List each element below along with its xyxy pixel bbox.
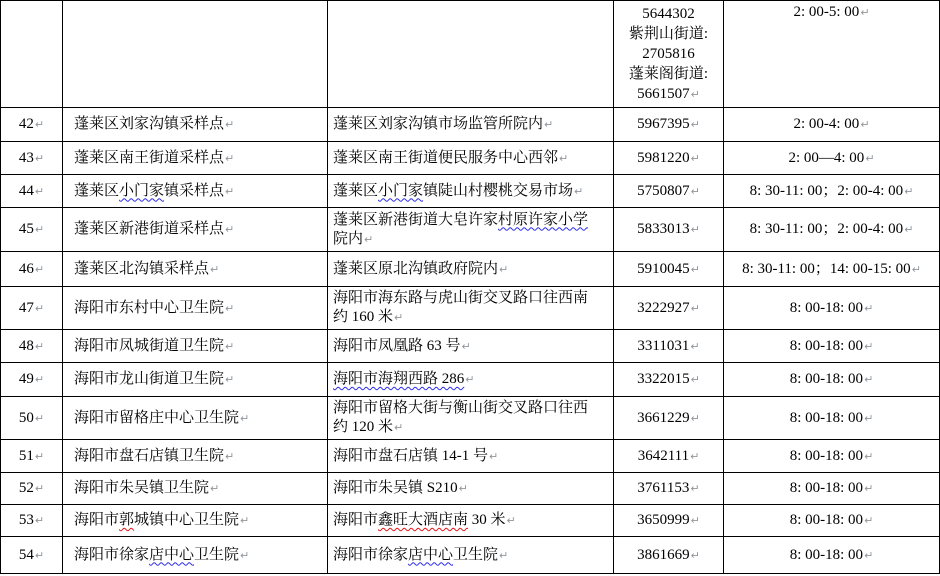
paragraph-mark-icon: ↵ — [225, 118, 235, 131]
text-segment: 海阳市 — [74, 512, 120, 528]
paragraph-mark-icon: ↵ — [544, 118, 554, 131]
paragraph-mark-icon: ↵ — [34, 411, 45, 425]
time-cell[interactable] — [724, 1, 940, 108]
paragraph-mark-icon: ↵ — [690, 87, 700, 101]
service-time: 8: 00-18: 00 — [789, 512, 864, 528]
site-name-cell[interactable] — [63, 252, 328, 287]
text-segment: 院内 — [333, 230, 364, 247]
paragraph-mark-icon: ↵ — [34, 151, 45, 165]
phone-number: 5967395 — [637, 116, 690, 132]
phone-cell[interactable] — [614, 252, 724, 287]
row-number-cell[interactable] — [1, 440, 63, 473]
address-cell[interactable] — [328, 505, 614, 537]
paragraph-mark-icon: ↵ — [499, 262, 509, 276]
paragraph-mark-icon: ↵ — [690, 411, 700, 425]
paragraph-mark-icon: ↵ — [225, 373, 235, 386]
time-cell[interactable] — [724, 363, 940, 397]
address-cell[interactable] — [328, 1, 614, 108]
row-number: 48 — [18, 337, 34, 354]
row-number-cell[interactable] — [1, 208, 63, 252]
paragraph-mark-icon: ↵ — [690, 482, 700, 495]
paragraph-mark-icon: ↵ — [394, 421, 404, 434]
phone-number: 3311031 — [637, 337, 690, 354]
row-number-cell[interactable] — [1, 330, 63, 363]
paragraph-mark-icon: ↵ — [864, 411, 874, 425]
table-row — [1, 505, 940, 537]
site-name-cell[interactable] — [63, 363, 328, 397]
address-cell[interactable] — [328, 252, 614, 287]
paragraph-mark-icon: ↵ — [364, 232, 374, 246]
row-number: 45 — [18, 221, 34, 237]
paragraph-mark-icon: ↵ — [690, 373, 700, 386]
address-cell[interactable] — [328, 537, 614, 574]
text-segment: 小门家 — [378, 182, 424, 199]
text-segment: 海阳市徐家 — [333, 546, 409, 563]
phone-number: 3650999 — [637, 512, 690, 528]
row-number-cell[interactable] — [1, 363, 63, 397]
text-segment: 海阳市盘石店镇卫生院 — [74, 447, 225, 464]
paragraph-mark-icon: ↵ — [225, 449, 235, 463]
phone-cell[interactable] — [614, 363, 724, 397]
row-number: 50 — [18, 409, 34, 426]
text-segment: 海阳市凤城街道卫生院 — [74, 337, 225, 354]
text-segment: 镇陡山村樱桃交易市场 — [423, 182, 574, 199]
site-name-cell[interactable] — [63, 397, 328, 440]
time-cell[interactable] — [724, 108, 940, 142]
phone-number: 5750807 — [637, 182, 690, 199]
paragraph-mark-icon: ↵ — [559, 151, 569, 165]
table-row — [1, 108, 940, 142]
text-segment: 海阳市 — [333, 512, 379, 528]
service-time: 8: 30-11: 00；2: 00-4: 00 — [749, 221, 904, 237]
paragraph-mark-icon: ↵ — [904, 184, 914, 198]
phone-number: 5644302 — [642, 5, 695, 22]
phone-cell[interactable] — [614, 505, 724, 537]
phone-number: 3322015 — [637, 371, 690, 387]
paragraph-mark-icon: ↵ — [865, 151, 875, 165]
paragraph-mark-icon: ↵ — [465, 373, 475, 386]
paragraph-mark-icon: ↵ — [394, 311, 404, 324]
table-row — [1, 397, 940, 440]
row-number-cell[interactable] — [1, 537, 63, 574]
text-segment: 海阳市朱吴镇 S210 — [333, 480, 458, 496]
table-row — [1, 537, 940, 574]
text-segment: 海阳市留格大街与衡山街交叉路口往西 — [333, 400, 589, 416]
site-name-cell[interactable] — [63, 175, 328, 208]
paragraph-mark-icon: ↵ — [34, 514, 45, 527]
phone-number: 5833013 — [637, 221, 690, 237]
phone-cell[interactable] — [614, 537, 724, 574]
address-cell[interactable] — [328, 142, 614, 175]
row-number-cell[interactable] — [1, 175, 63, 208]
phone-number: 3661229 — [637, 409, 690, 426]
paragraph-mark-icon: ↵ — [690, 118, 700, 131]
paragraph-mark-icon: ↵ — [864, 301, 874, 315]
paragraph-mark-icon: ↵ — [225, 339, 235, 353]
paragraph-mark-icon: ↵ — [864, 449, 874, 463]
table-row — [1, 473, 940, 505]
time-cell[interactable] — [724, 287, 940, 330]
text-segment: 海阳市盘石店镇 14-1 号 — [333, 447, 488, 464]
paragraph-mark-icon: ↵ — [225, 151, 235, 165]
paragraph-mark-icon: ↵ — [240, 514, 250, 527]
service-time: 8: 00-18: 00 — [789, 337, 864, 354]
phone-number: 2705816 — [642, 45, 695, 62]
phone-cell[interactable] — [614, 142, 724, 175]
table-row — [1, 440, 940, 473]
text-segment: 海阳市凤凰路 63 号 — [333, 337, 461, 354]
paragraph-mark-icon: ↵ — [690, 548, 700, 562]
text-segment: 海阳市海东路与虎山街交叉路口往西南 — [333, 290, 589, 306]
text-segment: 蓬莱区南王街道采样点 — [74, 149, 225, 166]
paragraph-mark-icon: ↵ — [34, 301, 45, 315]
row-number: 43 — [18, 149, 34, 166]
paragraph-mark-icon: ↵ — [34, 223, 45, 236]
paragraph-mark-icon: ↵ — [864, 482, 874, 495]
address-cell[interactable] — [328, 473, 614, 505]
text-segment: 蓬莱区 — [74, 182, 120, 199]
text-segment: 蓬莱区原北沟镇政府院内 — [333, 260, 499, 277]
phone-cell[interactable] — [614, 108, 724, 142]
text-segment: 蓬莱区刘家沟镇采样点 — [74, 116, 225, 132]
site-name-cell[interactable] — [63, 1, 328, 108]
paragraph-mark-icon: ↵ — [690, 151, 700, 165]
phone-cell[interactable] — [614, 208, 724, 252]
row-number: 42 — [18, 116, 34, 132]
paragraph-mark-icon: ↵ — [690, 223, 700, 236]
phone-cell[interactable] — [614, 397, 724, 440]
phone-number: 3222927 — [637, 299, 690, 316]
address-cell[interactable] — [328, 330, 614, 363]
service-time: 8: 00-18: 00 — [789, 299, 864, 316]
text-segment: 30 米 — [468, 512, 506, 528]
table-row — [1, 363, 940, 397]
row-number-cell[interactable] — [1, 142, 63, 175]
paragraph-mark-icon: ↵ — [690, 301, 700, 315]
phone-number: 3861669 — [637, 546, 690, 563]
row-number-cell[interactable] — [1, 287, 63, 330]
site-name-cell[interactable] — [63, 208, 328, 252]
row-number-cell[interactable] — [1, 505, 63, 537]
time-cell[interactable] — [724, 142, 940, 175]
row-number: 47 — [18, 299, 34, 316]
table-body — [1, 1, 940, 574]
text-segment: 店中心 — [149, 546, 195, 563]
row-number: 46 — [18, 260, 34, 277]
text-segment: 城镇中心卫生院 — [134, 512, 240, 528]
text-segment: 海阳市东村中心卫生院 — [74, 299, 225, 316]
text-segment: 郭 — [119, 512, 135, 528]
text-segment: 蓬莱区新港街道大皂许家 — [333, 211, 499, 228]
paragraph-mark-icon: ↵ — [690, 262, 700, 276]
phone-number: 紫荆山街道: — [628, 25, 709, 42]
time-cell[interactable] — [724, 397, 940, 440]
paragraph-mark-icon: ↵ — [904, 223, 914, 236]
text-segment: 卫生院 — [453, 546, 499, 563]
text-segment: 约 160 米 — [333, 309, 394, 325]
service-time: 2: 00-4: 00 — [793, 116, 860, 132]
phone-cell[interactable] — [614, 473, 724, 505]
row-number-cell[interactable] — [1, 397, 63, 440]
time-cell[interactable] — [724, 175, 940, 208]
row-number-cell[interactable] — [1, 252, 63, 287]
site-name-cell[interactable] — [63, 287, 328, 330]
phone-cell[interactable] — [614, 330, 724, 363]
paragraph-mark-icon: ↵ — [864, 339, 874, 353]
text-segment: 小门家 — [119, 182, 165, 199]
paragraph-mark-icon: ↵ — [210, 482, 220, 495]
table-row — [1, 142, 940, 175]
text-segment: 海阳市龙山街道卫生院 — [74, 371, 225, 387]
time-cell[interactable] — [724, 252, 940, 287]
phone-number: 3761153 — [637, 480, 690, 496]
phone-cell[interactable] — [614, 287, 724, 330]
address-cell[interactable] — [328, 175, 614, 208]
text-segment: 镇采样点 — [164, 182, 225, 199]
text-segment: 卫生院 — [194, 546, 240, 563]
paragraph-mark-icon: ↵ — [864, 548, 874, 562]
paragraph-mark-icon: ↵ — [210, 262, 220, 276]
paragraph-mark-icon: ↵ — [690, 514, 700, 527]
phone-number: 5981220 — [637, 149, 690, 166]
paragraph-mark-icon: ↵ — [34, 262, 45, 276]
address-cell[interactable] — [328, 440, 614, 473]
row-number: 51 — [18, 447, 34, 464]
site-name-cell[interactable] — [63, 537, 328, 574]
paragraph-mark-icon: ↵ — [690, 184, 700, 198]
service-time: 8: 00-18: 00 — [789, 409, 864, 426]
time-cell[interactable] — [724, 208, 940, 252]
address-cell[interactable] — [328, 208, 614, 252]
service-time: 8: 00-18: 00 — [789, 371, 864, 387]
text-segment: 海阳市徐家 — [74, 546, 150, 563]
paragraph-mark-icon: ↵ — [864, 514, 874, 527]
time-cell[interactable] — [724, 473, 940, 505]
paragraph-mark-icon: ↵ — [34, 184, 45, 198]
row-number: 53 — [18, 512, 34, 528]
table-row — [1, 287, 940, 330]
text-segment: 蓬莱区北沟镇采样点 — [74, 260, 210, 277]
paragraph-mark-icon: ↵ — [34, 339, 45, 353]
address-cell[interactable] — [328, 363, 614, 397]
time-cell[interactable] — [724, 440, 940, 473]
paragraph-mark-icon: ↵ — [240, 411, 250, 425]
row-number-cell[interactable] — [1, 473, 63, 505]
site-name-cell[interactable] — [63, 142, 328, 175]
row-number-cell[interactable] — [1, 108, 63, 142]
phone-number: 5661507 — [637, 85, 690, 102]
service-time: 2: 00—4: 00 — [788, 149, 865, 166]
paragraph-mark-icon: ↵ — [34, 449, 45, 463]
text-segment: 海阳市海翔西路 286 — [333, 371, 465, 387]
text-segment: 蓬莱区新港街道采样点 — [74, 221, 225, 237]
row-number: 52 — [18, 480, 34, 496]
service-time: 8: 00-18: 00 — [789, 546, 864, 563]
text-segment: 约 120 米 — [333, 419, 394, 435]
service-time: 8: 30-11: 00；14: 00-15: 00 — [742, 260, 911, 277]
paragraph-mark-icon: ↵ — [499, 548, 509, 562]
address-cell[interactable] — [328, 397, 614, 440]
service-time: 8: 30-11: 00；2: 00-4: 00 — [749, 182, 904, 199]
address-cell[interactable] — [328, 287, 614, 330]
paragraph-mark-icon: ↵ — [225, 301, 235, 315]
text-segment: 海阳市朱吴镇卫生院 — [74, 480, 210, 496]
paragraph-mark-icon: ↵ — [506, 514, 516, 527]
phone-cell[interactable] — [614, 440, 724, 473]
paragraph-mark-icon: ↵ — [860, 118, 870, 131]
site-name-cell[interactable] — [63, 473, 328, 505]
service-time: 8: 00-18: 00 — [789, 480, 864, 496]
paragraph-mark-icon: ↵ — [34, 373, 45, 386]
address-cell[interactable] — [328, 108, 614, 142]
site-name-cell[interactable] — [63, 505, 328, 537]
paragraph-mark-icon: ↵ — [690, 449, 700, 463]
paragraph-mark-icon: ↵ — [864, 373, 874, 386]
text-segment: 蓬莱区 — [333, 182, 379, 199]
table-row — [1, 208, 940, 252]
paragraph-mark-icon: ↵ — [458, 482, 468, 495]
time-cell[interactable] — [724, 505, 940, 537]
phone-number: 蓬莱阁街道: — [628, 65, 709, 82]
time-cell[interactable] — [724, 330, 940, 363]
row-number: 54 — [18, 546, 34, 563]
paragraph-mark-icon: ↵ — [34, 482, 45, 495]
paragraph-mark-icon: ↵ — [34, 548, 45, 562]
site-name-cell[interactable] — [63, 108, 328, 142]
table-row — [1, 175, 940, 208]
text-segment: 海阳市留格庄中心卫生院 — [74, 409, 240, 426]
time-cell[interactable] — [724, 537, 940, 574]
site-name-cell[interactable] — [63, 440, 328, 473]
site-name-cell[interactable] — [63, 330, 328, 363]
text-segment: 蓬莱区刘家沟镇市场监管所院内 — [333, 116, 544, 132]
phone-cell[interactable] — [614, 175, 724, 208]
table-row — [1, 1, 940, 108]
paragraph-mark-icon: ↵ — [225, 184, 235, 198]
text-segment: 蓬莱区南王街道便民服务中心西邻 — [333, 149, 559, 166]
phone-number: 5910045 — [637, 260, 690, 277]
phone-cell[interactable] — [614, 1, 724, 108]
paragraph-mark-icon: ↵ — [860, 6, 870, 19]
service-time: 8: 00-18: 00 — [789, 447, 864, 464]
paragraph-mark-icon: ↵ — [574, 184, 584, 198]
text-segment: 店中心 — [408, 546, 454, 563]
paragraph-mark-icon: ↵ — [489, 449, 499, 463]
table-row — [1, 330, 940, 363]
paragraph-mark-icon: ↵ — [34, 118, 45, 131]
paragraph-mark-icon: ↵ — [690, 339, 700, 353]
text-segment: 鑫旺大酒店南 — [378, 512, 469, 528]
row-number-cell[interactable] — [1, 1, 63, 108]
phone-number: 3642111 — [637, 447, 690, 464]
service-time: 2: 00-5: 00 — [793, 4, 860, 20]
paragraph-mark-icon: ↵ — [225, 223, 235, 236]
paragraph-mark-icon: ↵ — [461, 339, 471, 353]
text-segment: 村原许家小学 — [498, 211, 589, 228]
paragraph-mark-icon: ↵ — [911, 262, 921, 276]
row-number: 49 — [18, 371, 34, 387]
table-row — [1, 252, 940, 287]
paragraph-mark-icon: ↵ — [240, 548, 250, 562]
row-number: 44 — [18, 182, 34, 199]
